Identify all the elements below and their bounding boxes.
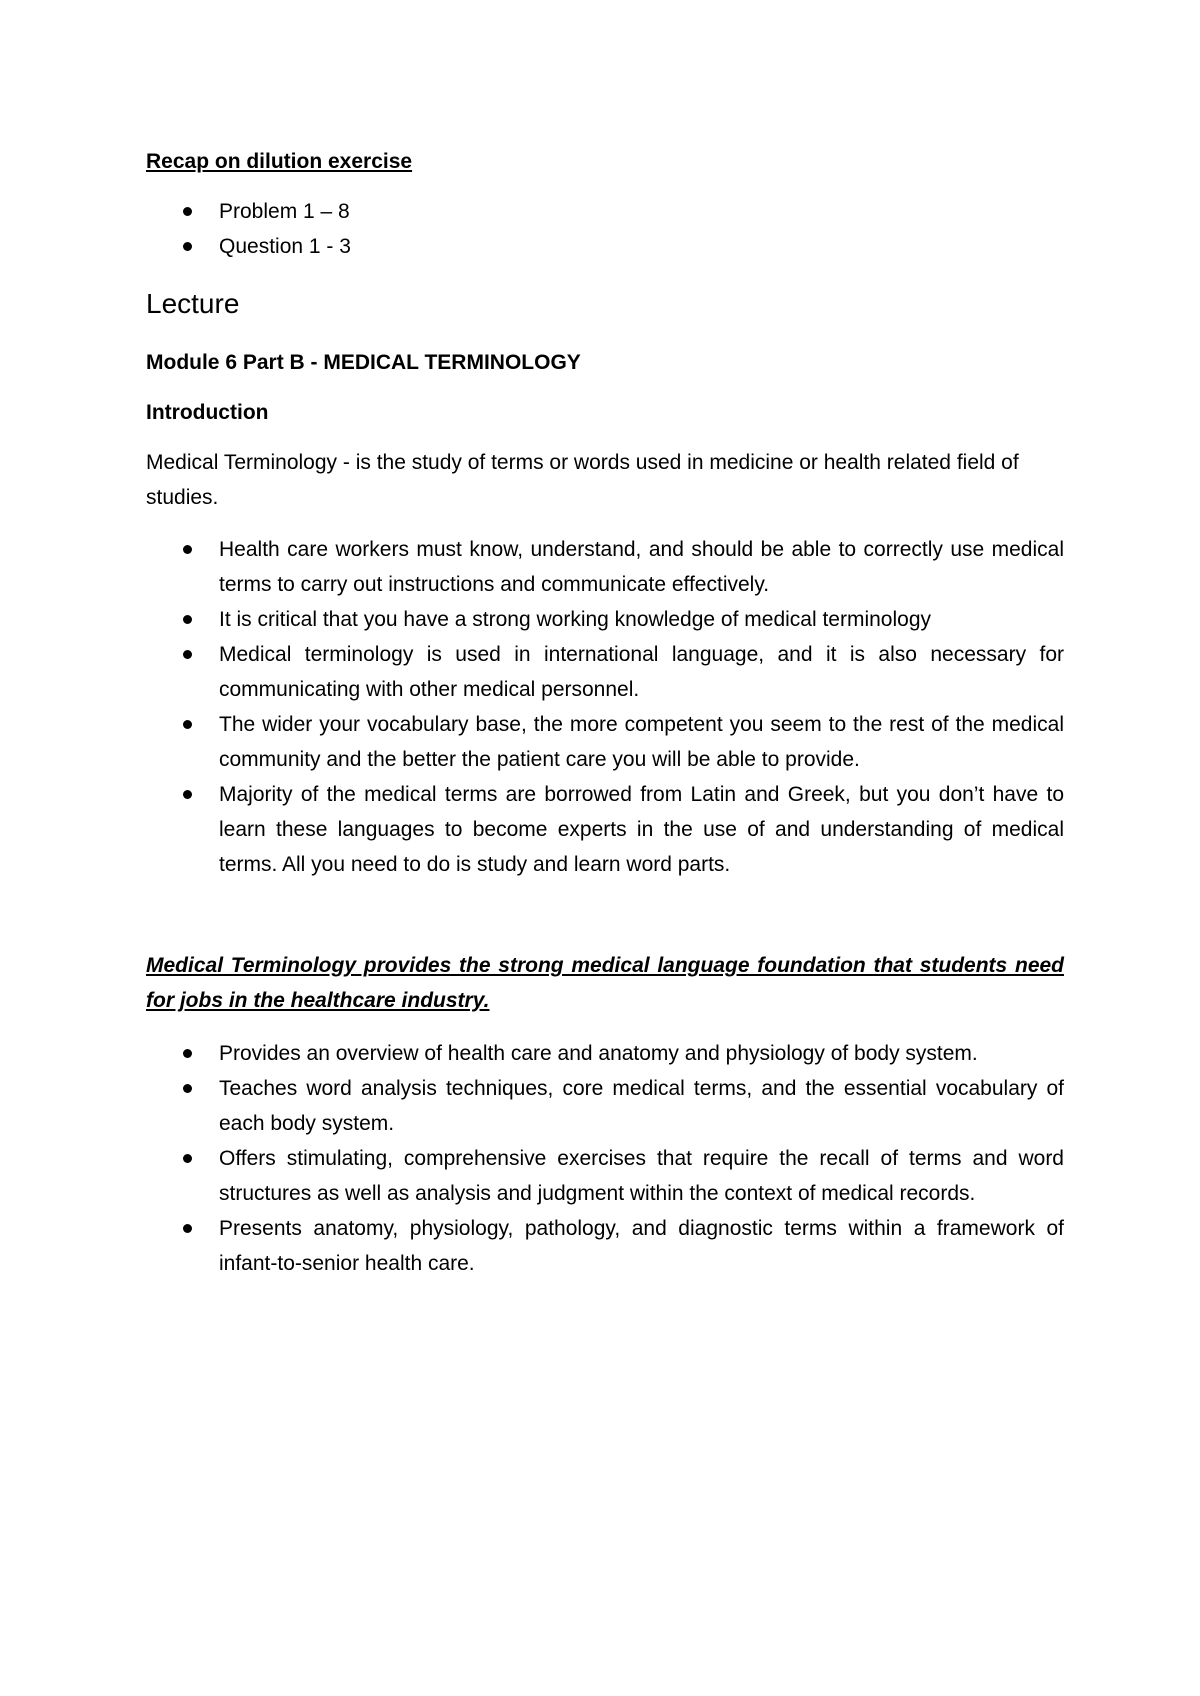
list-item [146,1211,1064,1281]
list-item-text: Presents anatomy, physiology, pathology, and diagnostic terms within a framework of infant-to-senior health care. [219,1217,1064,1275]
list-item [146,1036,1064,1071]
list-item-text: Question 1 - 3 [219,235,351,258]
list-item-text: It is critical that you have a strong working knowledge of medical terminology [219,608,932,631]
document-page [146,0,1064,1696]
list-item-text: Problem 1 – 8 [219,200,350,223]
list-item-text: Teaches word analysis techniques, core medical terms, and the essential vocabulary of each body system. [219,1077,1064,1135]
list-item [146,1141,1064,1211]
bullet-icon [183,242,192,251]
list-item [146,637,1064,707]
list-item-text: Medical terminology is used in international language, and it is also necessary for communicating with other medical personnel. [219,643,1064,701]
list-item [146,1071,1064,1141]
list-item-text: Offers stimulating, comprehensive exercises that require the recall of terms and word structures as well as analysis and judgment within the context of medical records. [219,1147,1064,1205]
list-item [146,194,1064,229]
bullet-icon [183,1224,192,1233]
list-item-text: Provides an overview of health care and anatomy and physiology of body system. [219,1042,978,1065]
bullet-icon [183,545,192,554]
bullet-icon [183,650,192,659]
bullet-icon [183,207,192,216]
lecture-title: Lecture [146,288,240,319]
introduction-list [146,532,1064,882]
bullet-icon [183,720,192,729]
list-item [146,777,1064,882]
provides-heading: Medical Terminology provides the strong medical language foundation that students need for jobs in the healthcare industry. [146,954,1064,1012]
list-item-text: The wider your vocabulary base, the more competent you seem to the rest of the medical community and the better the patient care you will be able to provide. [219,713,1064,771]
list-item [146,707,1064,777]
provides-list [146,1036,1064,1281]
bullet-icon [183,1154,192,1163]
bullet-icon [183,790,192,799]
definition-paragraph: Medical Terminology - is the study of terms or words used in medicine or health related field of studies. [146,451,1019,509]
list-item [146,229,1064,264]
module-title: Module 6 Part B - MEDICAL TERMINOLOGY [146,351,581,374]
bullet-icon [183,1084,192,1093]
list-item-text: Health care workers must know, understand, and should be able to correctly use medical terms to carry out instructions and communicate effectively. [219,538,1064,596]
recap-list [146,194,1064,264]
list-item-text: Majority of the medical terms are borrowed from Latin and Greek, but you don’t have to learn these languages to become experts in the use of and understanding of medical terms. All you need to do is study and learn word parts. [219,783,1064,876]
bullet-icon [183,615,192,624]
recap-heading: Recap on dilution exercise [146,150,413,173]
introduction-title: Introduction [146,401,269,424]
list-item [146,602,1064,637]
bullet-icon [183,1049,192,1058]
list-item [146,532,1064,602]
